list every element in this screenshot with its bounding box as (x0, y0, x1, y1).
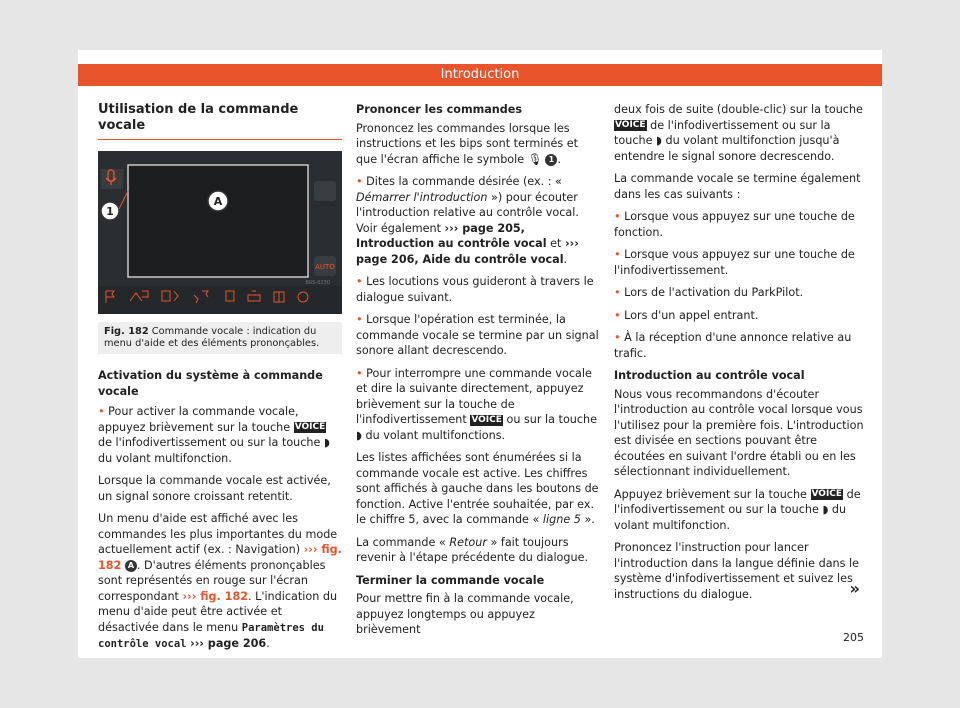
heading-pronounce: Prononcer les commandes (356, 103, 523, 116)
menu-name: Paramètres du contrôle vocal (98, 621, 324, 650)
figure-link[interactable]: ››› fig. 182 (182, 589, 249, 603)
figure-caption: Fig. 182 Commande vocale : indication du menu d'aide et des éléments prononçables. (98, 322, 342, 354)
microphone-icon: 🎙 (527, 152, 542, 166)
bullet-item: • Lors d'un appel entrant. (614, 308, 759, 322)
paragraph: Les listes affichées sont énumérées si la commande vocale est active. Les chiffres sont affichés à gauche dans les boutons de fonction. Active l'entrée souhaitée, par ex. le chiffre 5, avec la commande « ligne 5 ». (356, 451, 599, 526)
bullet-item: • Lorsque l'opération est terminée, la commande vocale se termine par un signal sonore allant decrescendo. (356, 313, 599, 357)
voice-button-icon: VOICE (811, 489, 843, 499)
svg-text:A: A (213, 195, 223, 208)
continue-icon: » (849, 579, 860, 598)
heading-activation: Activation du système à commande vocale (98, 369, 323, 398)
voice-button-icon: VOICE (471, 414, 502, 425)
page-title: Utilisation de la commande vocale (98, 102, 342, 140)
page-link[interactable]: ››› page 205, Introduction au contrôle vocal (356, 221, 547, 250)
bullet-item: • Lorsque vous appuyez sur une touche de fonction. (614, 210, 855, 239)
voice-button-icon: VOICE (615, 120, 646, 130)
voice-wave-icon: ◗ (822, 503, 829, 516)
paragraph: Prononcez les commandes lorsque les instructions et les bips sont terminés et que l'écran affiche le symbole 🎙 1 . (356, 121, 578, 166)
heading-terminate: Terminer la commande vocale (356, 573, 545, 587)
paragraph: La commande « Retour » fait toujours revenir à l'étape précédente du dialogue. (356, 535, 589, 564)
paragraph: Pour mettre fin à la commande vocale, appuyez longtemps ou appuyez brièvement (356, 592, 574, 636)
bullet-item: • Lors de l'activation du ParkPilot. (614, 286, 804, 299)
paragraph: Prononcez l'instruction pour lancer l'introduction dans la langue définie dans le système d'infodivertissement et suivez les instructions du dialogue. (614, 541, 860, 601)
bullet-icon: • (614, 248, 621, 261)
column-3 (614, 102, 864, 609)
bullet-icon: • (356, 313, 363, 326)
voice-wave-icon: ◗ (356, 428, 362, 442)
page-link[interactable]: ››› page 206, Aide du contrôle vocal (356, 237, 579, 266)
bullet-icon: • (614, 331, 621, 344)
bullet-item: • Lorsque vous appuyez sur une touche de l'infodivertissement. (614, 248, 855, 277)
infotainment-screen-illustration (98, 151, 342, 314)
paragraph: Un menu d'aide est affiché avec les commandes les plus importantes du mode actuellement actif (ex. : Navigation) ››› fig. 182 A . D'autres éléments prononçables sont représentés en rouge sur l'écran correspondant ››› fig. 182. L'indication du menu d'aide peut être activée et désactivée dans le menu Paramètres du contrôle vocal ››› page 206. (98, 512, 342, 650)
callout-1-badge: 1 (545, 154, 557, 166)
callout-a-badge: A (125, 560, 137, 572)
bullet-icon: • (356, 175, 363, 188)
manual-page (78, 50, 882, 658)
bullet-icon: • (98, 405, 105, 418)
bullet-icon: • (614, 210, 621, 223)
paragraph: • Pour activer la commande vocale, appuyez brièvement sur la touche VOICE de l'infodivertissement ou sur la touche ◗ du volant multifonction. (98, 405, 330, 465)
voice-wave-icon: ◗ (323, 436, 330, 449)
paragraph: deux fois de suite (double-clic) sur la touche VOICE de l'infodivertissement ou sur la touche ◗ du volant multifonction jusqu'à entendre le signal sonore decrescendo. (614, 103, 863, 163)
figure-link[interactable]: ››› fig. 182 (98, 543, 342, 572)
section-header (78, 64, 882, 86)
paragraph: Lorsque la commande vocale est activée, un signal sonore croissant retentit. (98, 474, 331, 503)
column-2 (356, 102, 600, 645)
bullet-item: • Les locutions vous guideront à travers le dialogue suivant. (356, 275, 594, 304)
voice-button-icon: VOICE (294, 422, 326, 432)
svg-text:BRS-0230: BRS-0230 (305, 280, 330, 286)
paragraph: Appuyez brièvement sur la touche VOICE de l'infodivertissement ou sur la touche ◗ du volant multifonction. (614, 487, 861, 532)
section-title: Introduction (440, 67, 520, 82)
bullet-icon: • (356, 275, 363, 288)
page-number: 205 (843, 631, 864, 644)
bullet-icon: • (614, 308, 621, 322)
bullet-icon: • (614, 286, 621, 299)
voice-wave-icon: ◗ (656, 134, 662, 147)
column-1 (98, 102, 342, 660)
paragraph: La commande vocale se termine également dans les cas suivants : (614, 172, 861, 201)
paragraph: Nous vous recommandons d'écouter l'introduction au contrôle vocal lorsque vous l'utilisez pour la première fois. L'introduction est divisée en sections pouvant être écoutées en suivant l'ordre établi ou en les sélectionnant individuellement. (614, 387, 864, 478)
heading-introduction: Introduction au contrôle vocal (614, 369, 805, 382)
bullet-item: • Pour interrompre une commande vocale et dire la suivante directement, appuyez brièvement sur la touche de l'infodivertissement VOICE ou sur la touche ◗ du volant multifonctions. (356, 366, 598, 442)
bullet-item: • Dites la commande désirée (ex. : « Démarrer l'introduction ») pour écouter l'introduction relative au contrôle vocal. Voir également ››› page 205, Introduction au contrôle vocal et ››› page 206, Aide du contrôle vocal. (356, 175, 579, 266)
bullet-item: • À la réception d'une annonce relative au trafic. (614, 331, 852, 360)
figure-screen (98, 151, 342, 314)
bullet-icon: • (356, 366, 363, 380)
page-link[interactable]: ››› page 206 (190, 637, 267, 650)
svg-text:1: 1 (106, 205, 114, 218)
svg-text:AUTO: AUTO (315, 263, 335, 271)
